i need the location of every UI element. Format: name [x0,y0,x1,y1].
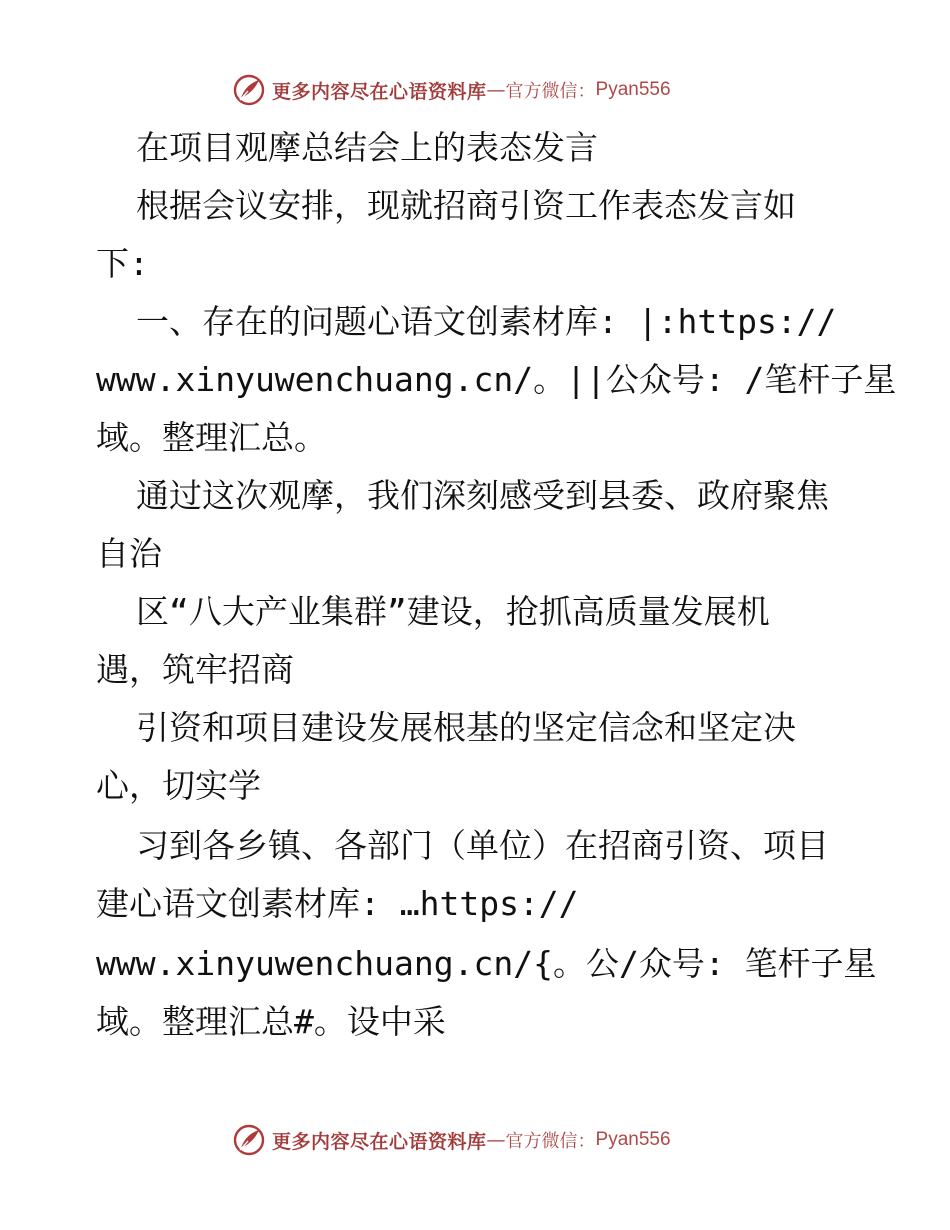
header-watermark [232,72,752,108]
paragraph-line: 区“八大产业集群”建设，抢抓高质量发展机 [136,592,770,631]
paragraph-line: 建心语文创素材库: …https:// [96,884,579,923]
watermark-wechat-label: 官方微信： [505,81,596,102]
footer-watermark [232,1122,752,1158]
watermark-separator: — [486,79,506,101]
watermark-wechat-id: Pyan556 [595,79,671,100]
watermark-separator: — [486,1129,506,1151]
paragraph-line: 域。整理汇总。 [96,418,327,457]
watermark-wechat-id: Pyan556 [595,1129,671,1150]
paragraph-line: 自治 [96,534,162,573]
paragraph-line: 域。整理汇总#。设中采 [96,1002,446,1041]
paragraph-line: 引资和项目建设发展根基的坚定信念和坚定决 [136,708,796,747]
paragraph-line: 下: [96,244,149,283]
paragraph-line: www.xinyuwenchuang.cn/{。公/众号: 笔杆子星 [96,944,877,983]
paragraph-line: www.xinyuwenchuang.cn/。||公众号: /笔杆子星 [96,360,897,399]
paragraph-line: 心，切实学 [96,766,261,805]
paragraph-line: 根据会议安排，现就招商引资工作表态发言如 [136,186,796,225]
watermark-text: 更多内容尽在心语资料库 [272,80,487,103]
paragraph-line: 遇，筑牢招商 [96,650,294,689]
feather-pen-icon [232,1123,266,1157]
paragraph-line: 习到各乡镇、各部门（单位）在招商引资、项目 [136,826,829,865]
paragraph-line: 通过这次观摩，我们深刻感受到县委、政府聚焦 [136,476,829,515]
feather-pen-icon [232,73,266,107]
watermark-text: 更多内容尽在心语资料库 [272,1130,487,1153]
document-title: 在项目观摩总结会上的表态发言 [136,128,598,167]
watermark-wechat-label: 官方微信： [505,1131,596,1152]
paragraph-line: 一、存在的问题心语文创素材库: |:https:// [136,302,837,341]
